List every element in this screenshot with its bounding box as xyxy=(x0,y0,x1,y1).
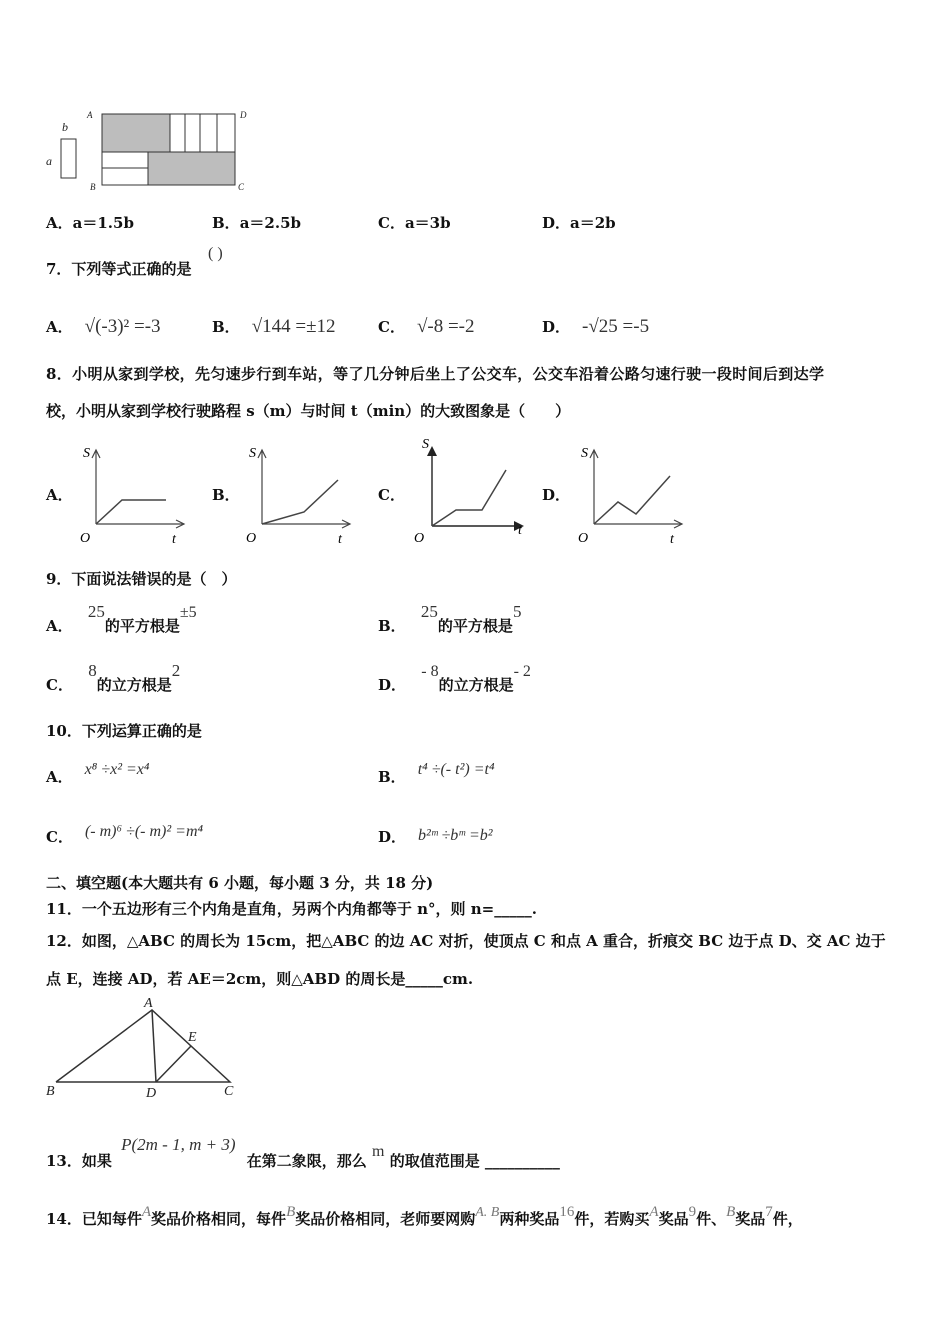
q8-option-d[interactable]: D． xyxy=(542,486,571,504)
q8-line2: 校，小明从家到学校行驶路程 s（m）与时间 t（min）的大致图象是（ ） xyxy=(46,402,571,420)
tri-label-E: E xyxy=(188,1030,197,1045)
q7-option-a[interactable]: A． √(-3)² =-3 xyxy=(46,316,161,337)
q10-option-a[interactable]: A． x⁸ ÷x² =x⁴ xyxy=(46,761,150,786)
q8-option-b[interactable]: B． xyxy=(212,486,240,504)
q8-line1: 8．小明从家到学校，先匀速步行到车站，等了几分钟后坐上了公交车，公交车沿着公路匀速行驶一段时间后到达学 xyxy=(46,365,825,383)
q10-stem: 10．下列运算正确的是 xyxy=(46,722,202,740)
q6-figure xyxy=(40,106,260,196)
q10-option-b[interactable]: B． t⁴ ÷(- t²) =t⁴ xyxy=(378,761,495,786)
q8b-t-label: t xyxy=(338,532,342,547)
q7-option-c[interactable]: C． √-8 =-2 xyxy=(378,316,475,337)
q12-triangle-figure xyxy=(40,996,250,1106)
q8b-s-label: S xyxy=(249,446,256,461)
q12-line1: 12．如图，△ABC 的周长为 15cm，把△ABC 的边 AC 对折，使顶点 C 和点 A 重合，折痕交 BC 边于点 D、交 AC 边于 xyxy=(46,932,886,950)
q8b-o-label: O xyxy=(246,531,257,546)
tri-label-B: B xyxy=(46,1084,55,1099)
label-A: A xyxy=(87,110,93,120)
q7-option-d[interactable]: D． -√25 =-5 xyxy=(542,316,650,337)
q9-option-b[interactable]: B． 25的平方根是5 xyxy=(378,602,522,635)
label-a: a xyxy=(46,154,52,168)
q6-option-d[interactable]: D．a＝2b xyxy=(542,214,616,232)
q9-stem: 9．下面说法错误的是（ ） xyxy=(46,570,237,588)
q8d-t-label: t xyxy=(670,532,674,547)
q8c-t-label: t xyxy=(518,523,522,538)
section-2-heading: 二、填空题(本大题共有 6 小题，每小题 3 分，共 18 分) xyxy=(46,874,434,892)
q8c-o-label: O xyxy=(414,531,425,546)
q6-option-b[interactable]: B．a＝2.5b xyxy=(212,214,301,232)
q6-option-c[interactable]: C．a＝3b xyxy=(378,214,451,232)
q7-paren: ( ) xyxy=(208,245,223,262)
q8c-s-label: S xyxy=(422,437,429,452)
q8-graph-b[interactable] xyxy=(234,440,354,552)
q8a-t-label: t xyxy=(172,532,176,547)
q9-option-a[interactable]: A． 25的平方根是±5 xyxy=(46,602,197,635)
q14-text: 14．已知每件A奖品价格相同，每件B奖品价格相同，老师要网购A. B两种奖品16件，若购买A奖品9件、B奖品7件， xyxy=(46,1204,803,1228)
q7-stem: 7．下列等式正确的是 xyxy=(46,260,192,278)
q8a-o-label: O xyxy=(80,531,91,546)
q9-option-d[interactable]: D． - 8的立方根是- 2 xyxy=(378,663,531,694)
label-D: D xyxy=(240,110,247,120)
tri-label-C: C xyxy=(224,1084,234,1099)
tri-label-D: D xyxy=(146,1086,157,1101)
q13-point-expr: P(2m - 1, m + 3) xyxy=(121,1135,236,1154)
q8d-s-label: S xyxy=(581,446,588,461)
q8-graph-a[interactable] xyxy=(68,440,188,552)
q11-text: 11．一个五边形有三个内角是直角，另两个内角都等于 n°，则 n=_____. xyxy=(46,900,537,918)
tri-label-A: A xyxy=(144,996,153,1011)
q7-option-b[interactable]: B． √144 =±12 xyxy=(212,316,336,337)
q8a-s-label: S xyxy=(83,446,90,461)
label-C: C xyxy=(238,182,245,192)
q13-m: m xyxy=(372,1143,385,1160)
q8-graph-c[interactable] xyxy=(400,430,530,552)
q6-option-a[interactable]: A．a＝1.5b xyxy=(46,214,134,232)
q8-option-a[interactable]: A． xyxy=(46,486,73,504)
label-b: b xyxy=(62,120,68,134)
q8-graph-d[interactable] xyxy=(566,440,686,552)
q8-option-c[interactable]: C． xyxy=(378,486,405,504)
q8d-o-label: O xyxy=(578,531,589,546)
q10-option-c[interactable]: C． (- m)⁶ ÷(- m)² =m⁴ xyxy=(46,823,204,846)
label-B: B xyxy=(90,182,96,192)
q10-option-d[interactable]: D． b²ᵐ ÷bᵐ =b² xyxy=(378,827,493,846)
q9-option-c[interactable]: C． 8的立方根是2 xyxy=(46,661,181,694)
q12-line2: 点 E，连接 AD，若 AE＝2cm，则△ABD 的周长是_____cm. xyxy=(46,970,474,988)
q13-text: 13．如果 P(2m - 1, m + 3) 在第二象限，那么 m 的取值范围是 __________ xyxy=(46,1135,560,1170)
